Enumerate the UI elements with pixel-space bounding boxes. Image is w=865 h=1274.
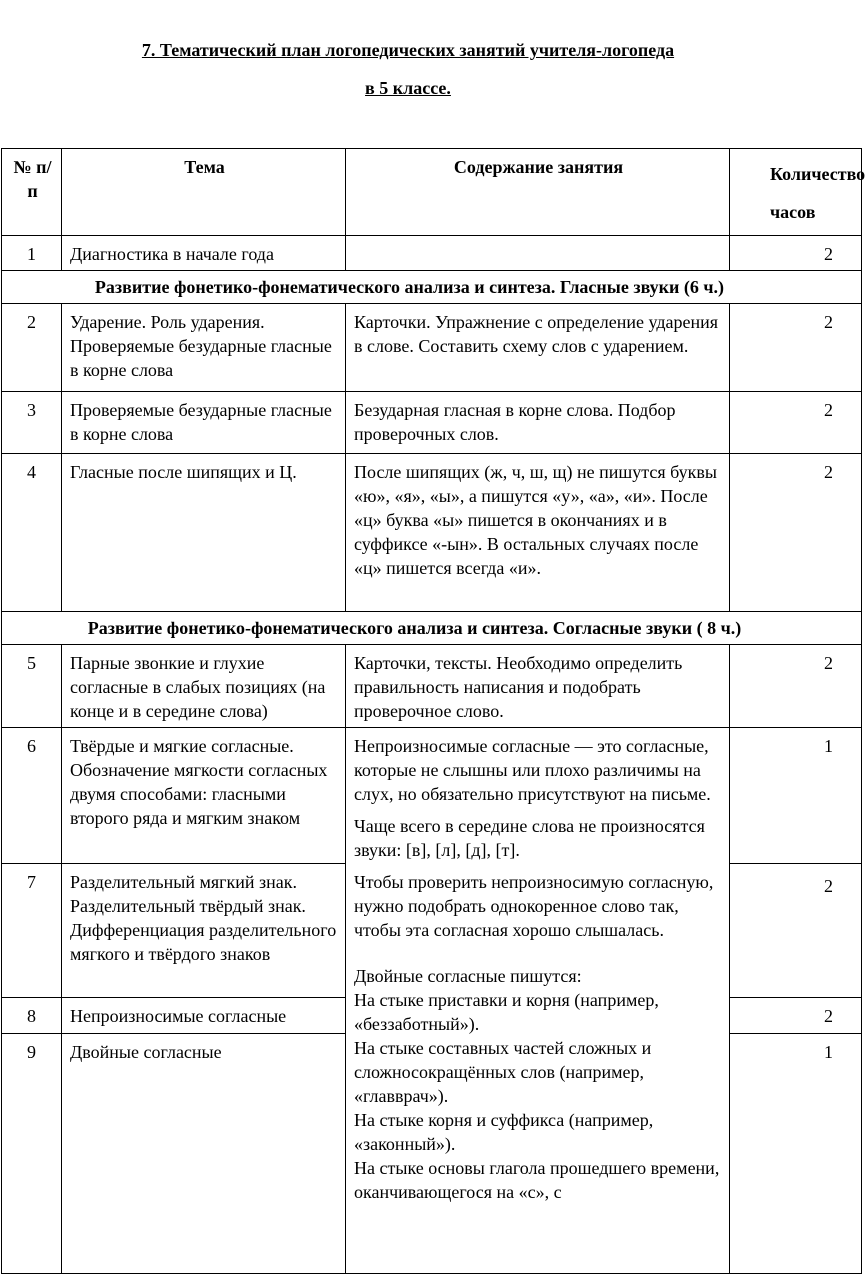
section-row <box>2 612 862 645</box>
section-title: Развитие фонетико-фонематического анализа и синтеза. Согласные звуки ( 8 ч.) <box>2 612 862 645</box>
header-topic: Тема <box>62 149 346 236</box>
row-content: Безударная гласная в корне слова. Подбор проверочных слов. <box>346 392 730 454</box>
row-hours: 2 <box>730 304 862 392</box>
row-hours: 2 <box>730 454 862 612</box>
table-row <box>2 454 862 612</box>
row-num: 1 <box>2 236 62 271</box>
content-line: На стыке приставки и корня (например, «беззаботный»). <box>354 990 659 1034</box>
header-content: Содержание занятия <box>346 149 730 236</box>
row-topic: Гласные после шипящих и Ц. <box>62 454 346 612</box>
row-num: 2 <box>2 304 62 392</box>
row-content: После шипящих (ж, ч, ш, щ) не пишутся буквы «ю», «я», «ы», а пишутся «у», «а», «и». После «ц» буква «ы» пишется в окончаниях и в суффиксе «-ын». В остальных случаях после «ц» пишется всегда «и». <box>346 454 730 612</box>
row-topic: Твёрдые и мягкие согласные. Обозначение мягкости согласных двумя способами: гласными второго ряда и мягким знаком <box>62 728 346 864</box>
thematic-plan-table <box>1 148 865 1274</box>
table-row <box>2 392 862 454</box>
row-hours: 2 <box>730 392 862 454</box>
page-subtitle: в 5 классе. <box>365 78 451 98</box>
table-row <box>2 645 862 728</box>
row-content <box>346 236 730 271</box>
row-num: 7 <box>2 864 62 998</box>
row-num: 8 <box>2 998 62 1034</box>
row-hours: 2 <box>730 864 862 998</box>
thematic-plan-table-wrapper <box>0 148 865 1260</box>
row-num: 3 <box>2 392 62 454</box>
row-topic: Ударение. Роль ударения. Проверяемые безударные гласные в корне слова <box>62 304 346 392</box>
header-num: № п/п <box>2 149 62 236</box>
section-row <box>2 271 862 304</box>
merged-content-cell <box>346 728 730 1274</box>
row-topic: Непроизносимые согласные <box>62 998 346 1034</box>
content-paragraph: Чтобы проверить непроизносимую согласную, нужно подобрать однокоренное слово так, чтобы эта согласная хорошо слышалась. <box>354 872 714 940</box>
row-topic: Парные звонкие и глухие согласные в слабых позициях (на конце и в середине слова) <box>62 645 346 728</box>
table-row <box>2 236 862 271</box>
row-topic: Разделительный мягкий знак. Разделительный твёрдый знак. Дифференциация разделительного мягкого и твёрдого знаков <box>62 864 346 998</box>
row-topic: Проверяемые безударные гласные в корне слова <box>62 392 346 454</box>
page-title: 7. Тематический план логопедических занятий учителя-логопеда <box>141 40 675 60</box>
content-line: Двойные согласные пишутся: <box>354 966 582 986</box>
row-num: 5 <box>2 645 62 728</box>
table-row <box>2 304 862 392</box>
content-line: На стыке корня и суффикса (например, «законный»). <box>354 1110 654 1154</box>
row-num: 9 <box>2 1034 62 1274</box>
content-paragraph: Непроизносимые согласные — это согласные, которые не слышны или плохо различимы на слух, но обязательно присутствуют на письме. <box>354 736 711 804</box>
header-hours: Количество часов <box>730 149 862 236</box>
row-hours: 2 <box>730 998 862 1034</box>
content-line: На стыке составных частей сложных и сложносокращённых слов (например, «главврач»). <box>354 1038 652 1106</box>
row-num: 6 <box>2 728 62 864</box>
row-topic: Диагностика в начале года <box>62 236 346 271</box>
section-title: Развитие фонетико-фонематического анализа и синтеза. Гласные звуки (6 ч.) <box>2 271 862 304</box>
row-num: 4 <box>2 454 62 612</box>
row-topic: Двойные согласные <box>62 1034 346 1274</box>
row-content: Карточки, тексты. Необходимо определить правильность написания и подобрать проверочное слово. <box>346 645 730 728</box>
table-row <box>2 728 862 864</box>
row-hours: 2 <box>730 645 862 728</box>
row-hours: 1 <box>730 1034 862 1274</box>
row-hours: 2 <box>730 236 862 271</box>
table-header-row <box>2 149 862 236</box>
content-paragraph: Чаще всего в середине слова не произносятся звуки: [в], [л], [д], [т]. <box>354 816 705 860</box>
row-hours: 1 <box>730 728 862 864</box>
row-content: Карточки. Упражнение с определение ударения в слове. Составить схему слов с ударением. <box>346 304 730 392</box>
content-line: На стыке основы глагола прошедшего времени, оканчивающегося на «с», с <box>354 1158 720 1202</box>
